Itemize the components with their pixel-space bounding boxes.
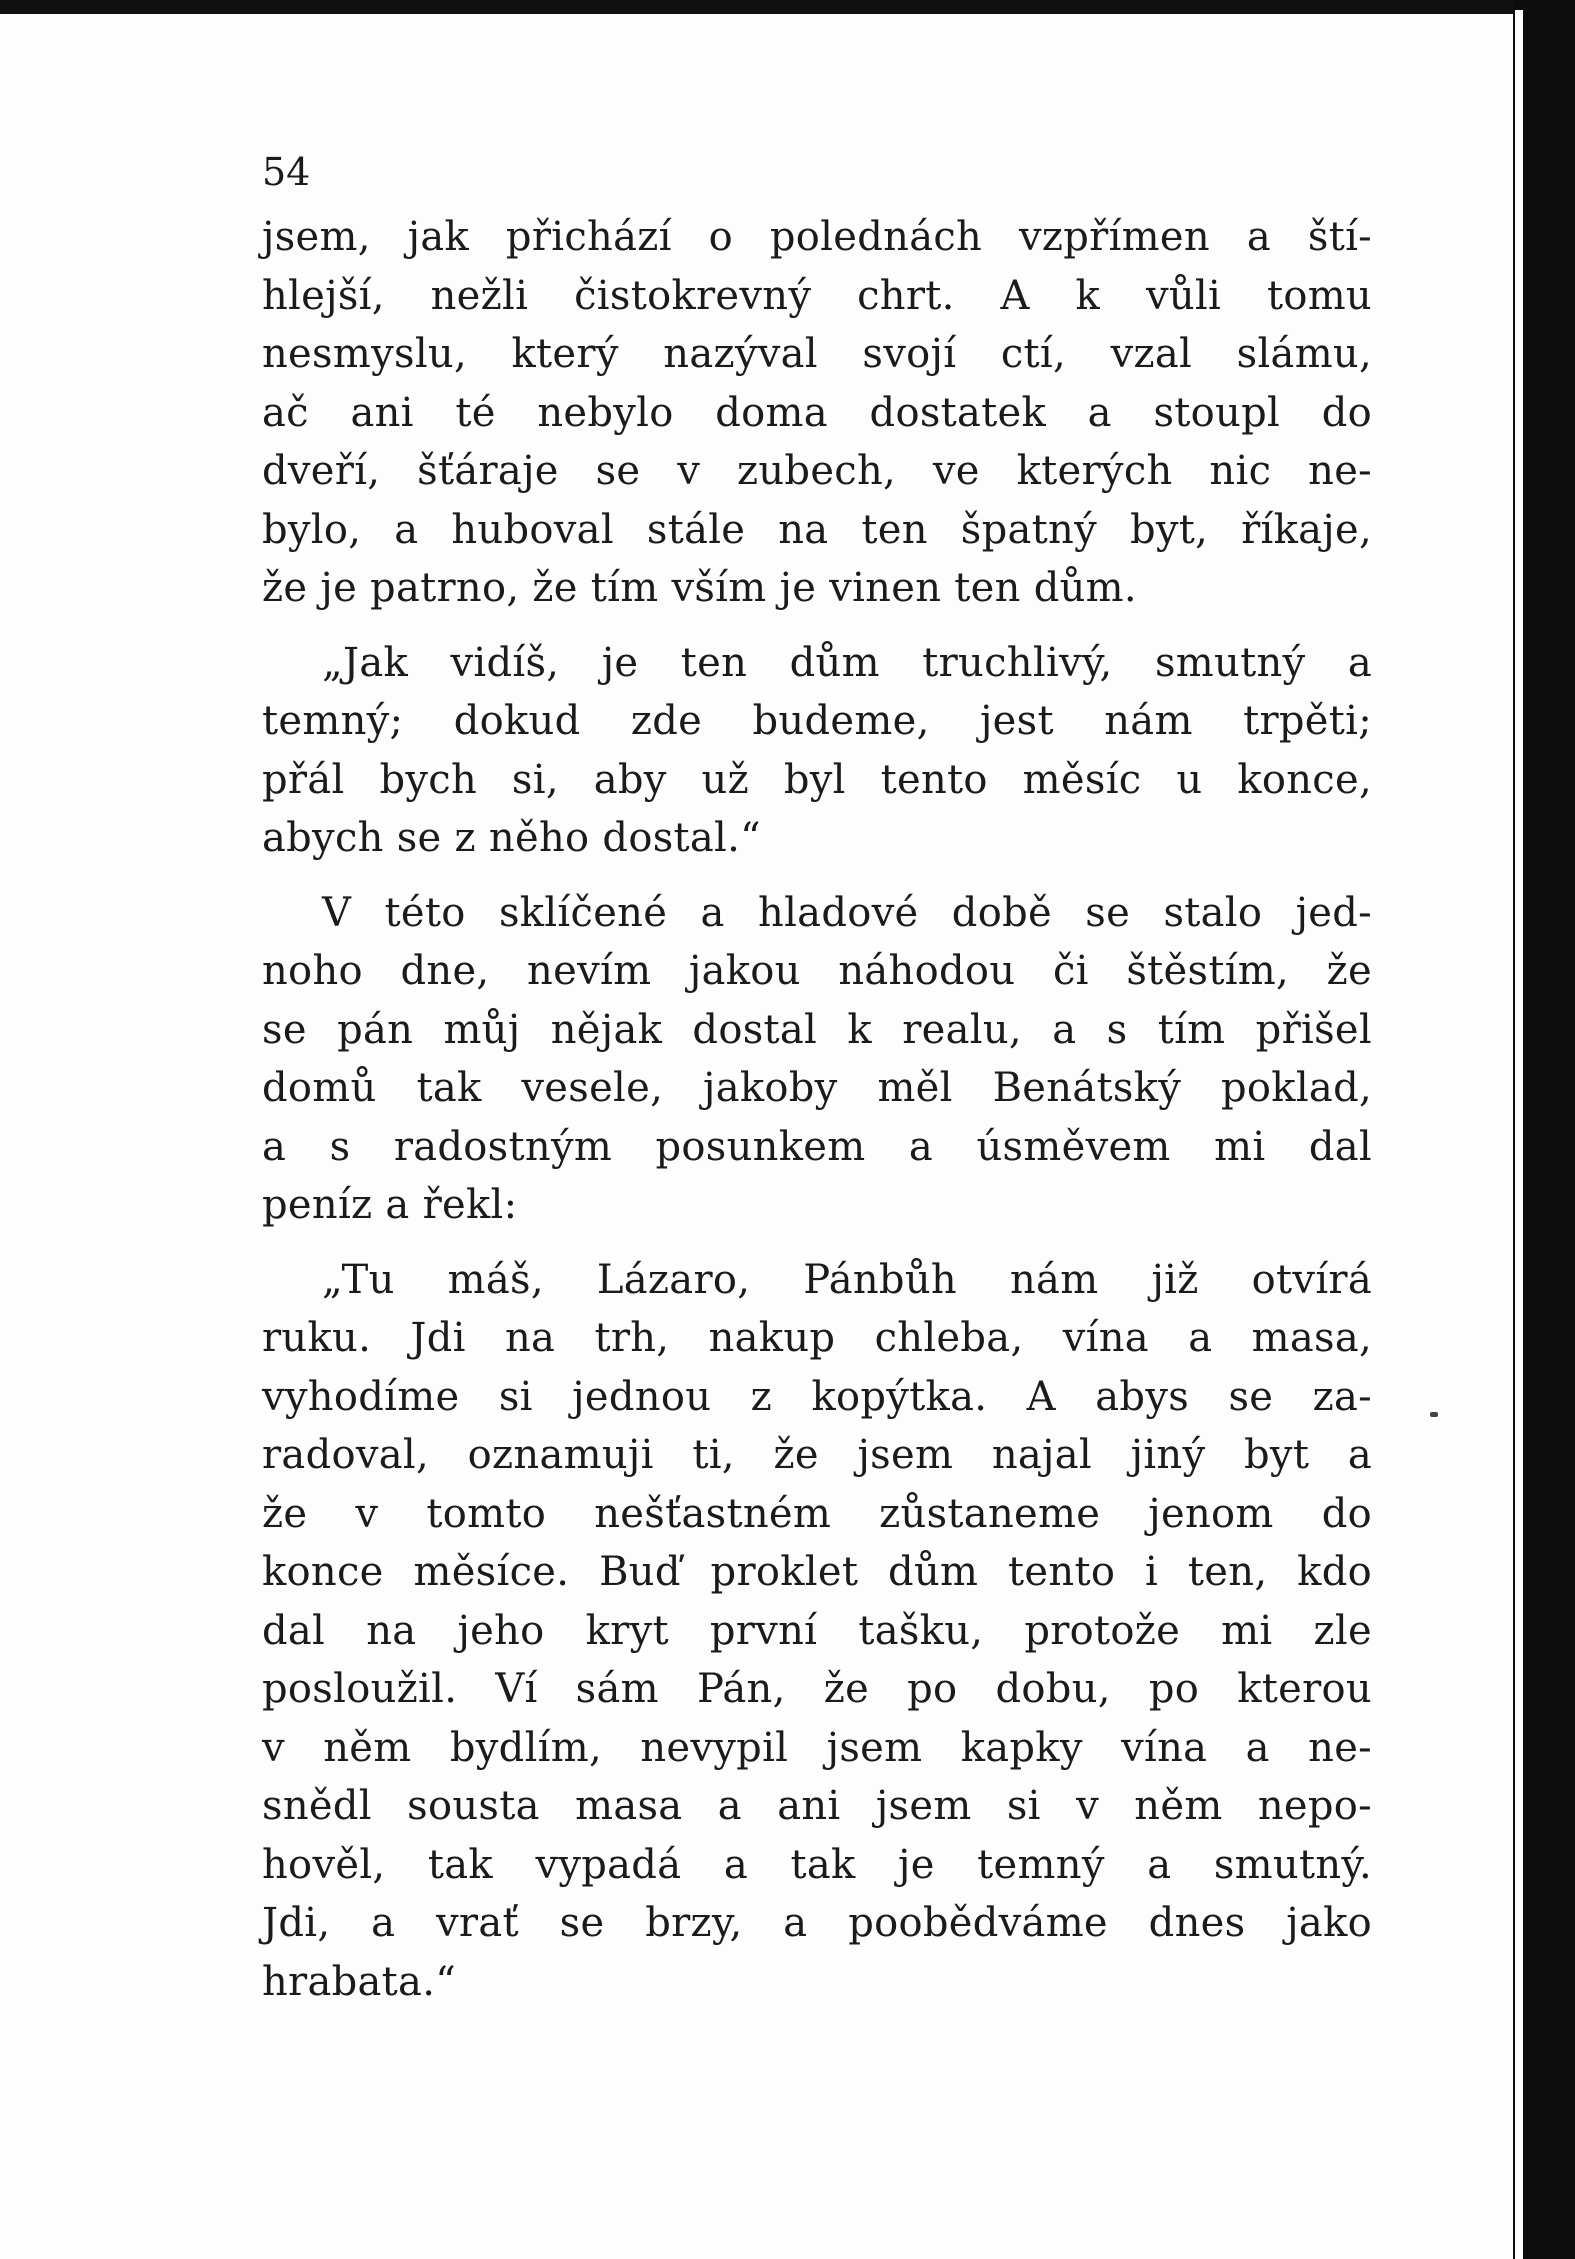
page-number: 54 bbox=[262, 150, 311, 194]
text-line: se pán můj nějak dostal k realu, a s tím přišel bbox=[262, 1006, 1372, 1053]
paragraph bbox=[262, 1251, 1372, 2012]
text-line: „Jak vidíš, je ten dům truchlivý, smutný a bbox=[322, 639, 1372, 686]
text-line: nesmyslu, který nazýval svojí ctí, vzal slámu, bbox=[262, 331, 1372, 377]
paragraph-gap bbox=[262, 868, 1372, 884]
paragraph bbox=[262, 884, 1372, 1235]
dust-speck bbox=[1430, 1412, 1438, 1417]
text-line: hověl, tak vypadá a tak je temný a smutný. bbox=[262, 1841, 1372, 1888]
text-line: že v tomto nešťastném zůstaneme jenom do bbox=[262, 1490, 1372, 1537]
text-line: ač ani té nebylo doma dostatek a stoupl do bbox=[262, 389, 1372, 436]
text-body bbox=[262, 208, 1372, 2011]
text-line: přál bych si, aby už byl tento měsíc u konce, bbox=[262, 756, 1372, 803]
text-line: že je patrno, že tím vším je vinen ten dům. bbox=[262, 565, 1137, 611]
text-line: noho dne, nevím jakou náhodou či štěstím, že bbox=[262, 948, 1372, 994]
text-line: Jdi, a vrať se brzy, a poobědváme dnes jako bbox=[262, 1900, 1372, 1946]
text-line: bylo, a huboval stále na ten špatný byt, říkaje, bbox=[262, 506, 1372, 553]
text-line: dveří, šťáraje se v zubech, ve kterých nic ne- bbox=[262, 448, 1372, 494]
text-line: ruku. Jdi na trh, nakup chleba, vína a masa, bbox=[262, 1315, 1372, 1361]
text-line: „Tu máš, Lázaro, Pánbůh nám již otvírá bbox=[322, 1256, 1372, 1303]
paragraph-gap bbox=[262, 618, 1372, 634]
text-line: temný; dokud zde budeme, jest nám trpěti; bbox=[262, 698, 1372, 744]
scan-right-margin-strip bbox=[1515, 10, 1523, 2259]
text-line: V této sklíčené a hladové době se stalo jed- bbox=[322, 889, 1372, 936]
text-line: abych se z něho dostal.“ bbox=[262, 815, 761, 861]
page-content bbox=[262, 150, 1372, 2011]
text-line: v něm bydlím, nevypil jsem kapky vína a ne- bbox=[262, 1724, 1372, 1771]
text-line: konce měsíce. Buď proklet dům tento i ten, kdo bbox=[262, 1549, 1372, 1595]
paragraph bbox=[262, 208, 1372, 618]
text-line: peníz a řekl: bbox=[262, 1182, 518, 1228]
paragraph bbox=[262, 634, 1372, 868]
text-line: dal na jeho kryt první tašku, protože mi zle bbox=[262, 1607, 1372, 1654]
text-line: hlejší, nežli čistokrevný chrt. A k vůli tomu bbox=[262, 272, 1372, 319]
text-line: posloužil. Ví sám Pán, že po dobu, po kterou bbox=[262, 1666, 1372, 1712]
text-line: vyhodíme si jednou z kopýtka. A abys se za- bbox=[262, 1373, 1372, 1420]
text-line: hrabata.“ bbox=[262, 1958, 456, 2005]
text-line: a s radostným posunkem a úsměvem mi dal bbox=[262, 1123, 1372, 1170]
scan-top-border bbox=[0, 0, 1575, 14]
text-line: radoval, oznamuji ti, že jsem najal jiný byt a bbox=[262, 1432, 1372, 1478]
text-line: domů tak vesele, jakoby měl Benátský poklad, bbox=[262, 1065, 1372, 1111]
paragraph-gap bbox=[262, 1235, 1372, 1251]
binding-shadow bbox=[1548, 1890, 1557, 2259]
text-line: jsem, jak přichází o polednách vzpřímen a ští- bbox=[262, 214, 1372, 260]
text-line: snědl sousta masa a ani jsem si v něm nepo- bbox=[262, 1783, 1372, 1829]
